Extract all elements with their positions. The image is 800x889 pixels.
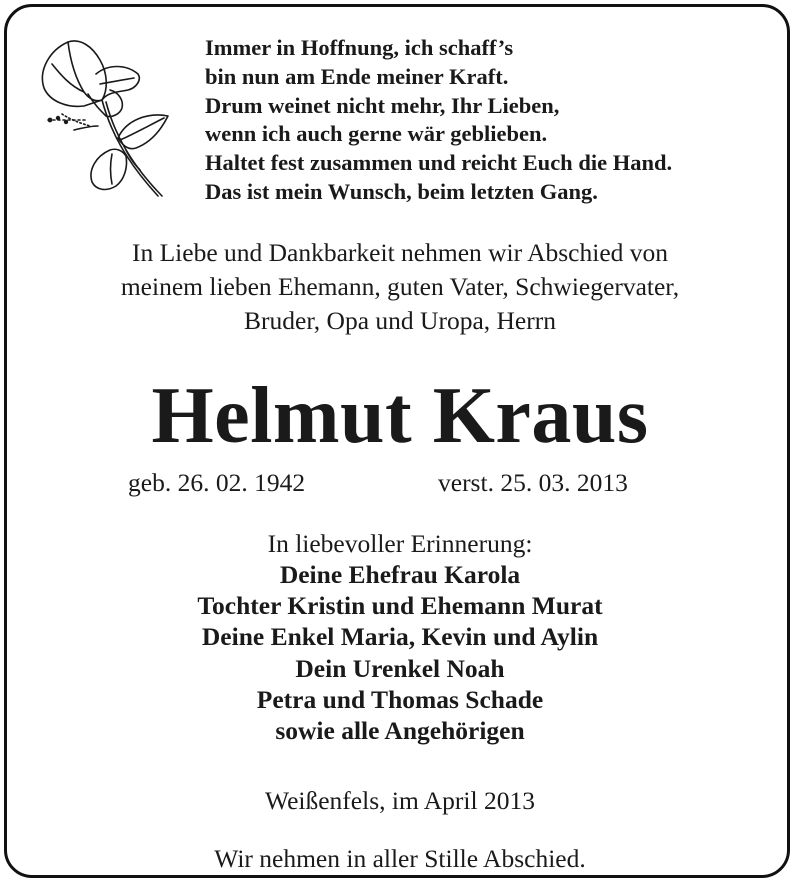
mourner-line: Deine Ehefrau Karola [279,560,521,589]
poem-line: Das ist mein Wunsch, beim letzten Gang. [205,178,598,204]
mourner-line: sowie alle Angehörigen [275,716,525,746]
poem-line: bin nun am Ende meiner Kraft. [205,63,509,89]
birth-date: geb. 26. 02. 1942 [128,468,306,497]
poem-verse [205,34,775,207]
mourner-line: Deine Enkel Maria, Kevin und Aylin [201,622,599,652]
deceased-name: Helmut Kraus [151,372,649,460]
intro-line: Bruder, Opa und Uropa, Herrn [244,306,556,335]
intro-line: In Liebe und Dankbarkeit nehmen wir Abschied von [131,238,669,267]
poem-line: Haltet fest zusammen und reicht Euch die Hand. [205,150,673,176]
mourners-list [0,559,800,746]
mourner-line: Petra und Thomas Schade [256,684,544,714]
calla-lily-icon [30,30,180,210]
poem-line: Drum weinet nicht mehr, Ihr Lieben, [205,92,560,118]
mourner-line: Dein Urenkel Noah [295,653,505,683]
death-date: verst. 25. 03. 2013 [438,468,628,497]
memory-heading: In liebevoller Erinnerung: [267,529,533,558]
mourner-line: Tochter Kristin und Ehemann Murat [197,591,603,621]
poem-line: wenn ich auch gerne wär geblieben. [205,121,548,147]
intro-line: meinem lieben Ehemann, guten Vater, Schwiegervater, [120,272,680,301]
closing-line: Wir nehmen in aller Stille Abschied. [214,844,586,873]
intro-text [0,236,800,338]
place-date: Weißenfels, im April 2013 [265,786,535,815]
poem-line: Immer in Hoffnung, ich schaff’s [205,35,514,60]
